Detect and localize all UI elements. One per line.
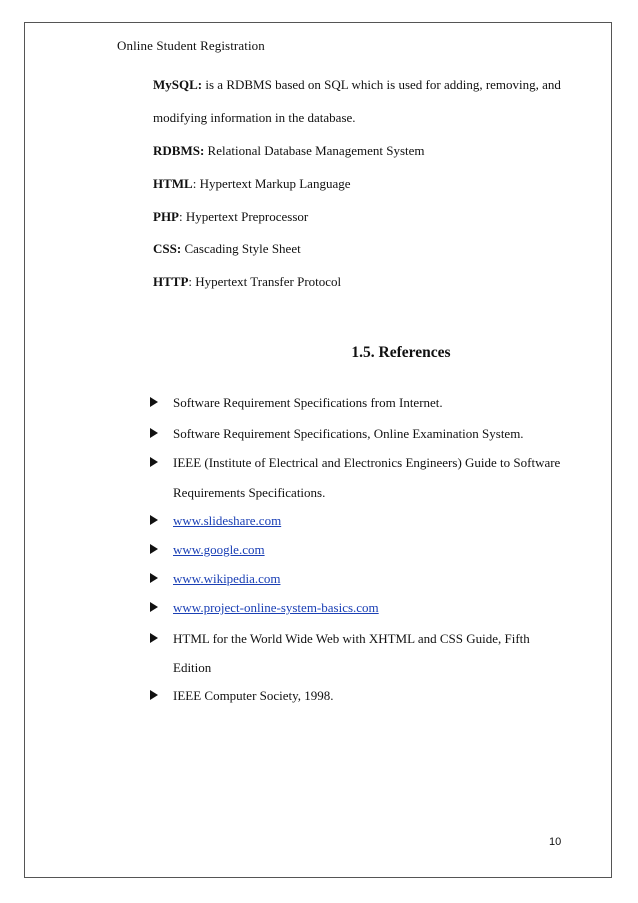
page-number: 10 (549, 836, 562, 848)
section-heading (0, 344, 638, 362)
reference-text: IEEE Computer Society, 1998. (173, 688, 334, 703)
reference-link-project-online[interactable]: www.project-online-system-basics.com (173, 600, 379, 615)
arrow-bullet-icon (150, 515, 158, 525)
definition-term: PHP (153, 209, 179, 224)
reference-continuation: Requirements Specifications. (173, 485, 326, 500)
definition-http (153, 274, 341, 290)
arrow-bullet-icon (150, 397, 158, 407)
reference-link-wikipedia[interactable]: www.wikipedia.com (173, 571, 281, 586)
arrow-bullet-icon (150, 544, 158, 554)
arrow-bullet-icon (150, 573, 158, 583)
definition-term: HTML (153, 176, 193, 191)
reference-text: HTML for the World Wide Web with XHTML and CSS Guide, Fifth (173, 631, 530, 646)
definition-css (153, 241, 301, 257)
definition-term: MySQL: (153, 77, 203, 92)
definition-text: Cascading Style Sheet (181, 241, 301, 256)
definition-text: modifying information in the database. (153, 110, 356, 125)
arrow-bullet-icon (150, 602, 158, 612)
running-header: Online Student Registration (117, 38, 265, 53)
definition-term: CSS: (153, 241, 182, 256)
arrow-bullet-icon (150, 457, 158, 467)
section-heading-text: 1.5. References (351, 344, 451, 361)
reference-text: Software Requirement Specifications from Internet. (173, 395, 443, 410)
arrow-bullet-icon (150, 633, 158, 643)
arrow-bullet-icon (150, 690, 158, 700)
definition-text: : Hypertext Markup Language (192, 176, 351, 191)
definition-html (153, 176, 351, 192)
definition-text: Relational Database Management System (204, 143, 425, 158)
reference-continuation: Edition (173, 660, 212, 675)
definition-mysql (153, 77, 561, 93)
definition-text: : Hypertext Transfer Protocol (188, 274, 342, 289)
definition-text: is a RDBMS based on SQL which is used for adding, removing, and (202, 77, 561, 92)
definition-text: : Hypertext Preprocessor (179, 209, 309, 224)
reference-link-google[interactable]: www.google.com (173, 542, 265, 557)
definition-rdbms (153, 143, 425, 159)
definition-php (153, 209, 308, 225)
definition-mysql-continued (153, 110, 356, 126)
arrow-bullet-icon (150, 428, 158, 438)
reference-text: Software Requirement Specifications, Online Examination System. (173, 426, 524, 441)
reference-link-slideshare[interactable]: www.slideshare.com (173, 513, 282, 528)
definition-term: HTTP (153, 274, 189, 289)
reference-text: IEEE (Institute of Electrical and Electronics Engineers) Guide to Software (173, 455, 561, 470)
definition-term: RDBMS: (153, 143, 205, 158)
